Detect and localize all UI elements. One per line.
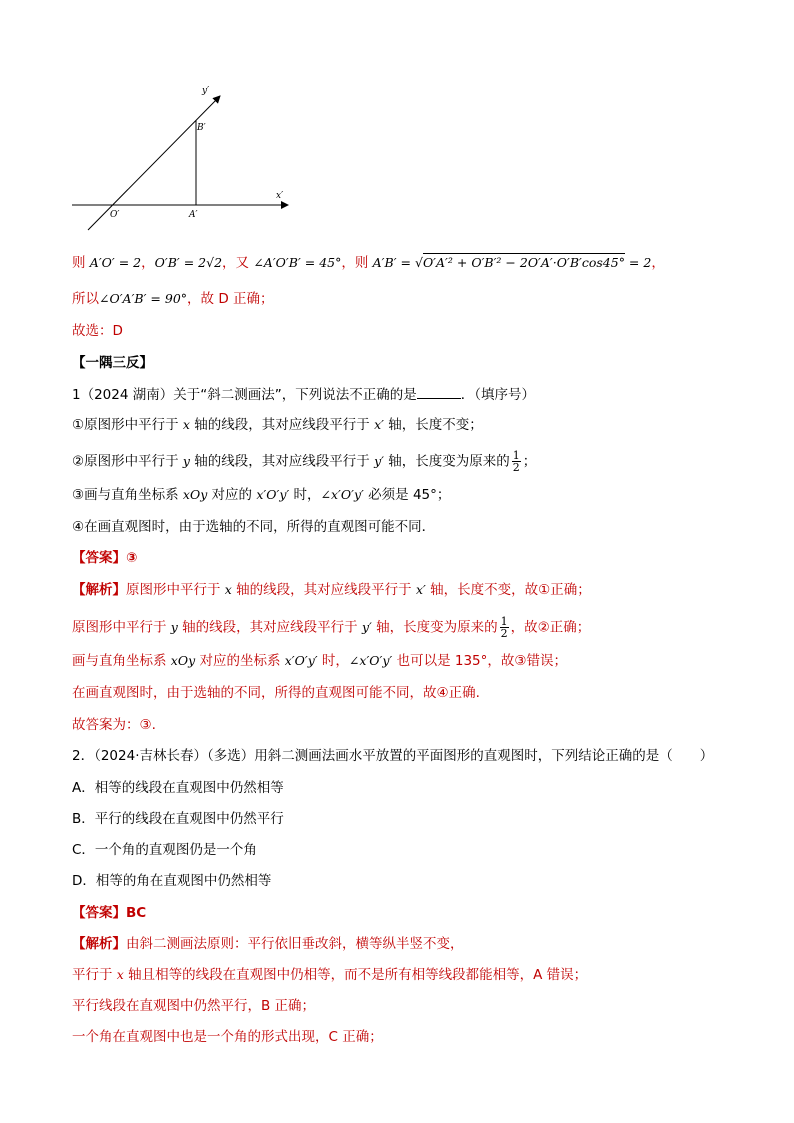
math: O′B′ = 2 xyxy=(154,255,207,270)
math: x′O′y′ xyxy=(284,653,318,668)
solution-line-3: 故选：D xyxy=(72,323,123,339)
text: ，则 xyxy=(341,255,373,271)
answer-value: BC xyxy=(126,905,147,921)
question-2-option-d: D．相等的角在直观图中仍然相等 xyxy=(72,873,272,889)
text: 轴的线段，其对应线段平行于 xyxy=(189,453,375,470)
text: 轴且相等的线段在直观图中仍相等，而不是所有相等线段都能相等，A 错误； xyxy=(123,967,588,983)
math: y xyxy=(170,619,178,635)
question-1-analysis-2 xyxy=(72,616,590,639)
question-2-analysis-2 xyxy=(72,966,587,984)
question-1-analysis-1 xyxy=(72,581,591,599)
question-1-analysis-3 xyxy=(72,652,567,670)
math-radicand: O′A′² + O′B′² − 2O′A′·O′B′cos45° xyxy=(422,255,625,270)
math: xOy xyxy=(182,487,208,502)
text: 原图形中平行于 xyxy=(72,619,171,636)
question-1-answer xyxy=(72,549,137,567)
question-2-analysis-3: 平行线段在直观图中仍然平行，B 正确； xyxy=(72,998,316,1014)
section-title: 【一隅三反】 xyxy=(72,355,153,371)
denominator: 2 xyxy=(500,627,508,640)
text: ②原图形中平行于 xyxy=(72,453,183,470)
math: xOy xyxy=(170,653,196,668)
question-1-stem xyxy=(72,386,535,404)
fraction-half xyxy=(500,616,509,639)
solution-line-2 xyxy=(72,290,274,308)
label-o: O′ xyxy=(110,210,120,220)
question-2-option-b: B．平行的线段在直观图中仍然平行 xyxy=(72,811,284,827)
question-2-analysis-1 xyxy=(72,935,464,953)
sqrt-sign: √ xyxy=(414,255,423,270)
question-2-stem: 2．（2024·吉林长春）（多选）用斜二测画法画水平放置的平面图形的直观图时，下列结论正确的是（ ） xyxy=(72,748,714,764)
text: 也可以是 135°，故③错误； xyxy=(392,653,567,669)
text: ③画与直角坐标系 xyxy=(72,487,183,503)
math: y xyxy=(182,453,190,469)
math: x xyxy=(116,967,124,982)
question-2-option-c: C．一个角的直观图仍是一个角 xyxy=(72,842,257,858)
text: 时， xyxy=(317,653,349,669)
math: y′ xyxy=(361,619,372,635)
math: x xyxy=(182,417,190,432)
text: 所以 xyxy=(72,291,99,307)
fraction-half xyxy=(512,450,521,473)
text: 原图形中平行于 xyxy=(126,582,225,598)
math-sqrt: √2 xyxy=(206,255,223,270)
answer-value: ③ xyxy=(126,550,138,566)
math: x′ xyxy=(374,417,384,432)
text: 画与直角坐标系 xyxy=(72,653,171,669)
text: ，故②正确； xyxy=(510,619,591,636)
math: ∠O′A′B′ = 90° xyxy=(99,291,188,306)
text: 1（2024 湖南）关于“斜二测画法”，下列说法不正确的是 xyxy=(72,387,417,403)
solution-line-1 xyxy=(72,254,665,272)
math: ∠x′O′y′ xyxy=(348,653,393,668)
answer-label: 【答案】 xyxy=(72,905,126,921)
math: A′O′ = 2 xyxy=(89,255,142,270)
text: ， xyxy=(651,255,665,271)
analysis-label: 【解析】 xyxy=(72,582,126,598)
y-axis xyxy=(88,96,220,230)
text: 轴的线段，其对应线段平行于 xyxy=(189,417,375,433)
math: x′O′y′ xyxy=(256,487,290,502)
oblique-axes-figure xyxy=(60,80,310,235)
math: ∠A′O′B′ = 45° xyxy=(253,255,342,270)
text: ①原图形中平行于 xyxy=(72,417,183,433)
question-2-analysis-4: 一个角在直观图中也是一个角的形式出现，C 正确； xyxy=(72,1029,383,1045)
question-1-analysis-4: 在画直观图时，由于选轴的不同，所得的直观图可能不同，故④正确. xyxy=(72,685,480,701)
text: 轴，长度变为原来的 xyxy=(371,619,498,636)
question-1-analysis-5: 故答案为：③. xyxy=(72,717,156,733)
math: y′ xyxy=(374,453,384,469)
text: ； xyxy=(522,453,537,470)
math: x′ xyxy=(415,582,426,597)
text: 轴的线段，其对应线段平行于 xyxy=(231,582,416,598)
question-2-option-a: A．相等的线段在直观图中仍然相等 xyxy=(72,780,284,796)
text: 对应的 xyxy=(207,487,257,503)
label-x: x′ xyxy=(276,191,284,201)
text: ， xyxy=(141,255,155,271)
text: 平行于 xyxy=(72,967,117,983)
text: 则 xyxy=(72,255,90,271)
math: A′B′ = xyxy=(372,255,415,270)
math: ∠x′O′y′ xyxy=(320,487,364,502)
text: 由斜二测画法原则：平行依旧垂改斜，横等纵半竖不变， xyxy=(126,936,464,952)
text: ，故 D 正确； xyxy=(187,291,274,307)
question-1-option-2 xyxy=(72,450,536,473)
text: 时， xyxy=(289,487,321,503)
math: x xyxy=(224,582,232,597)
question-1-option-4: ④在画直观图时，由于选轴的不同，所得的直观图可能不同． xyxy=(72,519,436,535)
denominator: 2 xyxy=(512,461,520,474)
text: ．（填序号） xyxy=(460,387,535,403)
numerator: 1 xyxy=(500,615,508,628)
answer-label: 【答案】 xyxy=(72,550,126,566)
question-1-option-1 xyxy=(72,416,483,434)
label-b: B′ xyxy=(197,123,206,133)
answer-blank[interactable] xyxy=(417,386,461,399)
question-2-answer xyxy=(72,904,146,922)
numerator: 1 xyxy=(512,449,520,462)
text: 必须是 45°； xyxy=(363,487,451,503)
analysis-label: 【解析】 xyxy=(72,936,126,952)
text: 轴，长度不变，故①正确； xyxy=(425,582,591,598)
label-y: y′ xyxy=(202,86,210,96)
question-1-option-3 xyxy=(72,486,450,504)
text: ，又 xyxy=(222,255,254,271)
text: 轴的线段，其对应线段平行于 xyxy=(177,619,362,636)
math: = 2 xyxy=(624,255,652,270)
text: 轴，长度不变； xyxy=(383,417,483,433)
text: 对应的坐标系 xyxy=(195,653,285,669)
text: 轴，长度变为原来的 xyxy=(383,453,510,470)
label-a: A′ xyxy=(189,210,198,220)
